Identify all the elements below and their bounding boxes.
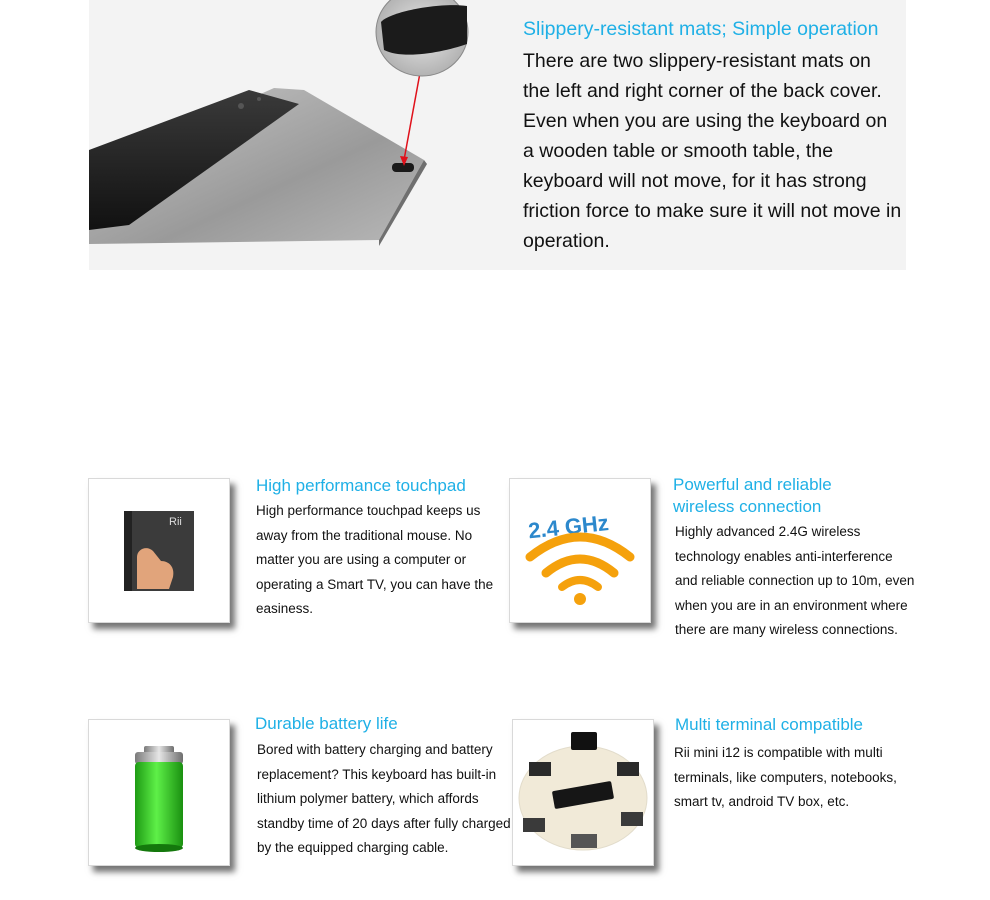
led-icon <box>238 103 244 109</box>
wireless-image <box>509 478 651 623</box>
feature-desc-touchpad: High performance touchpad keeps us away from the traditional mouse. No matter you are using a computer or operating a Smart TV, you can have the easiness. <box>256 503 494 617</box>
wifi-icon <box>530 537 630 587</box>
touchpad-image <box>88 478 230 623</box>
hero-description: There are two slippery-resistant mats on the left and right corner of the back cover. Even when you are using the keyboard on a wooden table or smooth table, the keyboard will not move, for it has strong friction force to make sure it will not move in operation. <box>523 50 902 252</box>
tablet-icon <box>621 812 643 826</box>
monitor-icon <box>529 762 551 776</box>
frequency-label: 2.4 GHz <box>527 510 610 544</box>
feature-desc-wireless: Highly advanced 2.4G wireless technology enables anti-interference and reliable connection up to 10m, even when you are in an environment where there are many wireless connections. <box>675 524 915 638</box>
keyboard-back-cover-image <box>89 0 509 270</box>
feature-desc-multi-terminal: Rii mini i12 is compatible with multi terminals, like computers, notebooks, smart tv, android TV box, etc. <box>674 745 897 810</box>
feature-title-wireless: Powerful and reliable wireless connection <box>673 475 832 516</box>
battery-image <box>88 719 230 866</box>
feature-desc-battery: Bored with battery charging and battery replacement? This keyboard has built-in lithium polymer battery, which affords standby time of 20 days after fully charged by the equipped charging cable. <box>257 742 511 856</box>
battery-icon <box>89 720 229 865</box>
feature-title-multi-terminal: Multi terminal compatible <box>675 715 864 734</box>
feature-title-battery: Durable battery life <box>255 714 398 733</box>
feature-title-touchpad: High performance touchpad <box>256 476 466 495</box>
hero-banner <box>89 0 906 270</box>
tv-icon <box>523 818 545 832</box>
multi-terminal-image <box>512 719 654 866</box>
tv-box-icon <box>571 732 597 750</box>
hero-title: Slippery-resistant mats; Simple operation <box>523 18 879 40</box>
laptop-icon <box>571 834 597 848</box>
rii-logo: Rii <box>169 516 182 528</box>
console-icon <box>617 762 639 776</box>
anti-slip-mat <box>392 163 414 172</box>
